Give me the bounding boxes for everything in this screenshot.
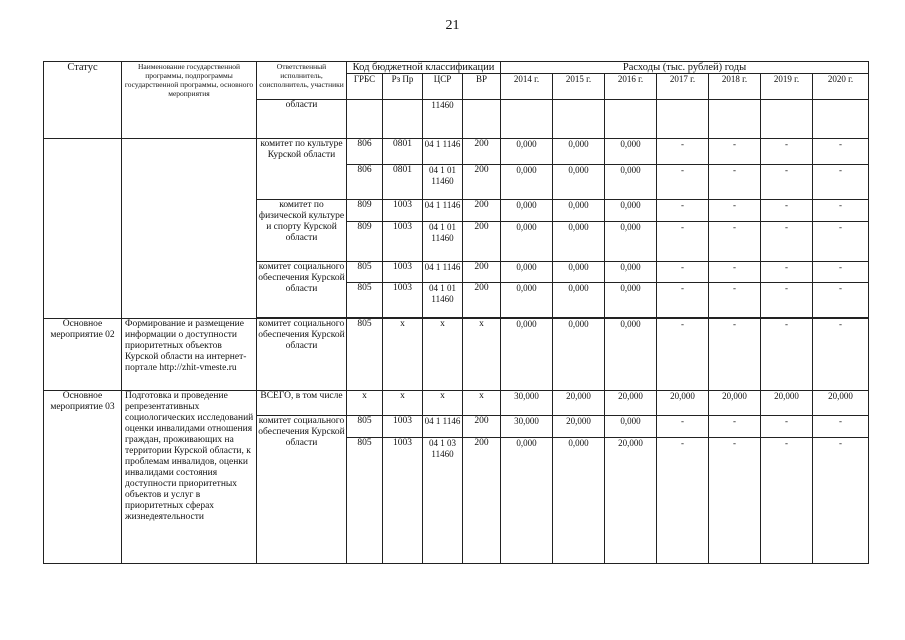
cell-value: - [657, 200, 709, 222]
carryover-responsible: области [257, 100, 347, 139]
cell-value: - [761, 222, 813, 262]
activity02-status: Основное мероприятие 02 [44, 319, 122, 391]
cell-grbs: 805 [347, 438, 383, 564]
cell-vr: 200 [463, 262, 501, 283]
cell-value: - [761, 319, 813, 391]
activity03-responsible: комитет социального обеспечения Курской области [257, 416, 347, 564]
cell-value: - [761, 200, 813, 222]
cell-value: - [761, 438, 813, 564]
cell-value: - [657, 262, 709, 283]
cell-rzpr: 1003 [383, 200, 423, 222]
cell-value: 0,000 [501, 222, 553, 262]
cell-value: - [761, 283, 813, 318]
header-csr: ЦСР [423, 74, 463, 100]
cell-rzpr: 1003 [383, 262, 423, 283]
carryover-csr: 11460 [423, 100, 463, 139]
budget-table [43, 61, 869, 564]
cell-rzpr: 0801 [383, 165, 423, 200]
header-year: 2015 г. [553, 74, 605, 100]
header-budget-code: Код бюджетной классификации [347, 62, 501, 74]
cell-value: 0,000 [605, 222, 657, 262]
cell-value: 0,000 [605, 165, 657, 200]
header-name: Наименование государственной программы, подпрограммы государственной программы, основного мероприятия [122, 62, 257, 139]
cell-value: - [657, 222, 709, 262]
cell-value: - [813, 222, 869, 262]
cell-csr: 04 1 1146 [423, 416, 463, 438]
cell-value: 0,000 [501, 262, 553, 283]
page-number: 21 [445, 18, 460, 33]
cell-grbs: 805 [347, 283, 383, 318]
cell-rzpr: х [383, 319, 423, 391]
cell-value: 0,000 [605, 262, 657, 283]
header-year: 2017 г. [657, 74, 709, 100]
cell-grbs: 809 [347, 200, 383, 222]
responsible-culture: комитет по культуре Курской области [257, 139, 347, 200]
cell-value: - [813, 200, 869, 222]
cell-value: - [709, 438, 761, 564]
cell-value: 0,000 [553, 438, 605, 564]
cell-grbs: 805 [347, 262, 383, 283]
header-expenses: Расходы (тыс. рублей) годы [501, 62, 869, 74]
cell-vr: 200 [463, 165, 501, 200]
cell-value: 20,000 [605, 438, 657, 564]
cell-value: 20,000 [553, 391, 605, 416]
activity02-responsible: комитет социального обеспечения Курской области [257, 319, 347, 391]
cell-value: - [657, 416, 709, 438]
cell-value: - [761, 165, 813, 200]
header-year: 2018 г. [709, 74, 761, 100]
cell-rzpr: 1003 [383, 438, 423, 564]
cell-csr: х [423, 391, 463, 416]
cell-value: 0,000 [553, 200, 605, 222]
cell-vr: х [463, 391, 501, 416]
cell-value: 20,000 [605, 391, 657, 416]
cell-value: - [813, 319, 869, 391]
cell-value: 0,000 [605, 416, 657, 438]
activity03-status: Основное мероприятие 03 [44, 391, 122, 564]
cell-grbs: 805 [347, 319, 383, 391]
activity03-total-label: ВСЕГО, в том числе [257, 391, 347, 416]
cell-vr: 200 [463, 222, 501, 262]
cell-value: 0,000 [501, 319, 553, 391]
cell-value: - [709, 165, 761, 200]
header-rzpr: Рз Пр [383, 74, 423, 100]
cell-value: 0,000 [605, 200, 657, 222]
cell-value: 30,000 [501, 391, 553, 416]
header-year: 2019 г. [761, 74, 813, 100]
cell-value: - [813, 262, 869, 283]
cell-value: 0,000 [501, 438, 553, 564]
cell-vr: 200 [463, 200, 501, 222]
cell-value: 0,000 [605, 139, 657, 165]
cell-value: - [813, 283, 869, 318]
cell-value: - [657, 283, 709, 318]
cell-value: - [709, 416, 761, 438]
header-year: 2014 г. [501, 74, 553, 100]
responsible-social: комитет социального обеспечения Курской области [257, 262, 347, 318]
cell-value: - [657, 165, 709, 200]
cell-value: 0,000 [553, 319, 605, 391]
cell-rzpr: 1003 [383, 416, 423, 438]
cell-value: 0,000 [553, 222, 605, 262]
cell-value: 0,000 [553, 165, 605, 200]
cell-csr: 04 1 1146 [423, 200, 463, 222]
cell-value: - [813, 416, 869, 438]
header-year: 2020 г. [813, 74, 869, 100]
cell-value: 0,000 [501, 139, 553, 165]
header-grbs: ГРБС [347, 74, 383, 100]
header-vr: ВР [463, 74, 501, 100]
cell-vr: 200 [463, 283, 501, 318]
cell-grbs: 809 [347, 222, 383, 262]
cell-grbs: 806 [347, 165, 383, 200]
cell-value: - [657, 319, 709, 391]
cell-grbs: х [347, 391, 383, 416]
activity03-name: Подготовка и проведение репрезентативных социологических исследований оценки инвалидами отношения граждан, проживающих на территории Курской области, к проблемам инвалидов, оценки инвалидами состояния доступности приоритетных объектов и услуг в приоритетных сферах жизнедеятельности [122, 391, 257, 564]
cell-vr: 200 [463, 416, 501, 438]
cell-value: 0,000 [605, 283, 657, 318]
cell-value: - [657, 139, 709, 165]
cell-value: 20,000 [761, 391, 813, 416]
cell-csr: х [423, 319, 463, 391]
cell-value: - [709, 139, 761, 165]
header-year: 2016 г. [605, 74, 657, 100]
cell-csr: 04 1 01 11460 [423, 283, 463, 318]
cell-value: - [709, 200, 761, 222]
cell-value: 20,000 [657, 391, 709, 416]
cell-value: 0,000 [501, 200, 553, 222]
cell-vr: 200 [463, 139, 501, 165]
cell-value: 0,000 [501, 283, 553, 318]
cell-value: 0,000 [605, 319, 657, 391]
responsible-sport: комитет по физической культуре и спорту Курской области [257, 200, 347, 262]
cell-csr: 04 1 1146 [423, 262, 463, 283]
cell-value: - [761, 139, 813, 165]
cell-value: - [709, 319, 761, 391]
cell-rzpr: 0801 [383, 139, 423, 165]
cell-value: - [761, 416, 813, 438]
cell-grbs: 806 [347, 139, 383, 165]
cell-value: - [813, 438, 869, 564]
cell-value: - [657, 438, 709, 564]
cell-vr: 200 [463, 438, 501, 564]
header-responsible: Ответственный исполнитель, соисполнитель, участники [257, 62, 347, 100]
cell-value: - [709, 262, 761, 283]
cell-vr: х [463, 319, 501, 391]
cell-rzpr: 1003 [383, 283, 423, 318]
cell-value: 0,000 [553, 139, 605, 165]
cell-value: - [709, 222, 761, 262]
header-status: Статус [44, 62, 122, 139]
cell-value: 0,000 [553, 262, 605, 283]
cell-grbs: 805 [347, 416, 383, 438]
cell-value: - [813, 139, 869, 165]
cell-csr: 04 1 1146 [423, 139, 463, 165]
cell-csr: 04 1 01 11460 [423, 222, 463, 262]
cell-rzpr: х [383, 391, 423, 416]
cell-value: - [813, 165, 869, 200]
cell-value: - [761, 262, 813, 283]
activity02-name: Формирование и размещение информации о доступности приоритетных объектов Курской области на интернет-портале http://zhit-vmeste.ru [122, 319, 257, 391]
cell-csr: 04 1 01 11460 [423, 165, 463, 200]
cell-rzpr: 1003 [383, 222, 423, 262]
cell-value: 0,000 [501, 165, 553, 200]
cell-csr: 04 1 03 11460 [423, 438, 463, 564]
cell-value: 20,000 [553, 416, 605, 438]
cell-value: 20,000 [813, 391, 869, 416]
cell-value: 30,000 [501, 416, 553, 438]
cell-value: 0,000 [553, 283, 605, 318]
cell-value: 20,000 [709, 391, 761, 416]
cell-value: - [709, 283, 761, 318]
